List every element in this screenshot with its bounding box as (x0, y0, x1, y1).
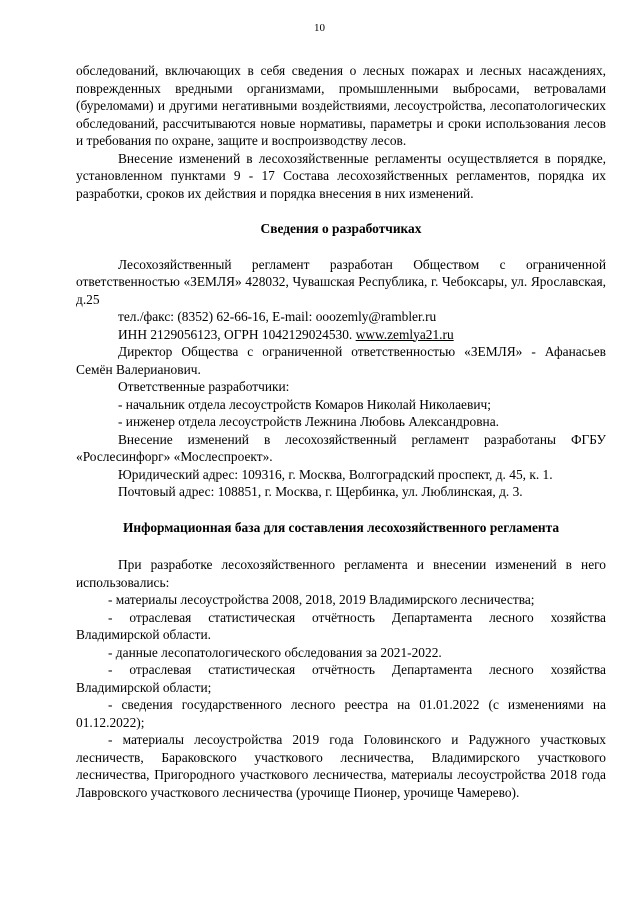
developer-registration (76, 326, 606, 344)
developer-phone: тел./факс: (8352) 62-66-16, E-mail: ooozemly@rambler.ru (118, 309, 437, 324)
info-list-item: - сведения государственного лесного реестра на 01.01.2022 (с изменениями на 01.12.2022); (76, 697, 606, 730)
postal-address: Почтовый адрес: 108851, г. Москва, г. Щербинка, ул. Люблинская, д. 3. (118, 484, 523, 499)
info-list-item: - данные лесопатологического обследования за 2021-2022. (108, 644, 442, 660)
responsible-developer-1: - начальник отдела лесоустройств Комаров Николай Николаевич; (118, 396, 491, 412)
developer-inn: ИНН 2129056123, ОГРН 1042129024530. (118, 326, 356, 342)
info-list-item: - материалы лесоустройства 2008, 2018, 2019 Владимирского лесничества; (108, 592, 535, 607)
heading-developers: Сведения о разработчиках (260, 221, 422, 236)
page-content (76, 62, 606, 801)
paragraph-changes-developer: Внесение изменений в лесохозяйственный регламент разработаны ФГБУ «Рослесинфорг» «Мослеспроект». (76, 431, 606, 464)
developer-website-link[interactable]: www.zemlya21.ru (355, 326, 454, 342)
paragraph-amendments: Внесение изменений в лесохозяйственные регламенты осуществляется в порядке, установленном пунктами 9 - 17 Состава лесохозяйственных регламентов, порядка их разработки, сроков их действия и порядка внесения в них изменений. (76, 150, 606, 201)
info-list-item: - отраслевая статистическая отчётность Департамента лесного хозяйства Владимирской области; (76, 662, 606, 695)
paragraph-info-intro: При разработке лесохозяйственного регламента и внесении изменений в него использовались: (76, 557, 606, 590)
responsible-developer-2: - инженер отдела лесоустройств Лежнина Любовь Александровна. (118, 414, 500, 429)
responsible-developers-label: Ответственные разработчики: (118, 379, 290, 394)
paragraph-developer: Лесохозяйственный регламент разработан Обществом с ограниченной ответственностью «ЗЕМЛЯ» 428032, Чувашская Республика, г. Чебоксары, ул. Ярославская, д.25 (76, 256, 606, 307)
legal-address: Юридический адрес: 109316, г. Москва, Волгоградский проспект, д. 45, к. 1. (118, 466, 553, 482)
info-list-item: - материалы лесоустройства 2019 года Головинского и Радужного участковых лесничеств, Бараковского участкового лесничества, Владимирского участкового лесничества, Пригородного участкового лесничества, материалы лесоустройства 2018 года Лавровского участкового лесничества (урочище Пионер, урочище Чамерево). (76, 732, 606, 800)
developer-director: Директор Общества с ограниченной ответственностью «ЗЕМЛЯ» - Афанасьев Семён Валерианович. (76, 344, 606, 377)
info-list-item: - отраслевая статистическая отчётность Департамента лесного хозяйства Владимирской области. (76, 609, 606, 642)
paragraph-inspections: обследований, включающих в себя сведения о лесных пожарах и лесных насаждениях, поврежденных вредными организмами, промышленными выбросами, ветровалами (буреломами) и другими негативными воздействиями, лесоустройства, лесопатологических обследований, рассчитываются новые нормативы, параметры и сроки использования лесов и требования по охране, защите и воспроизводству лесов. (76, 63, 606, 148)
page-number: 10 (314, 22, 325, 34)
heading-information-base: Информационная база для составления лесохозяйственного регламента (122, 519, 560, 535)
